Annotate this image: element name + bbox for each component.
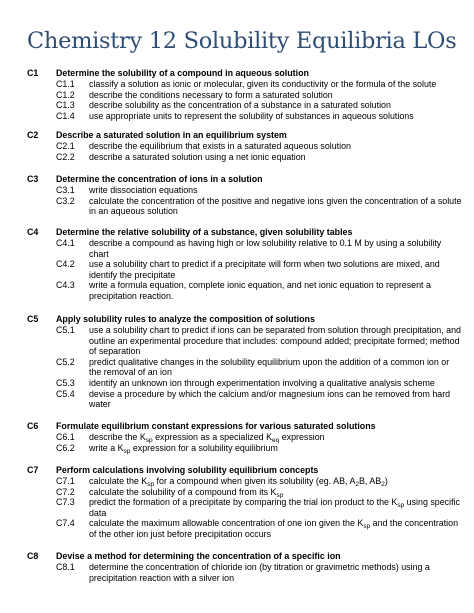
section-heading — [27, 551, 467, 562]
section-code: C2 — [27, 130, 39, 140]
section-title: Determine the solubility of a compound in aqueous solution — [56, 68, 309, 78]
outcome-text: describe a saturated solution using a net ionic equation — [89, 151, 306, 162]
outcome-code: C5.1 — [56, 325, 75, 335]
outcome-item — [27, 476, 463, 487]
outcome-item — [27, 90, 463, 101]
outcome-item — [27, 185, 463, 196]
outcome-text: expression — [279, 432, 325, 442]
outcome-item — [27, 432, 463, 443]
subscript: sp — [363, 523, 371, 531]
section-c7 — [27, 465, 467, 540]
section-code: C7 — [27, 465, 39, 475]
section-title: Describe a saturated solution in an equilibrium system — [56, 130, 287, 140]
outcome-code: C7.1 — [56, 476, 75, 486]
section-code: C1 — [27, 68, 39, 78]
section-heading — [27, 174, 467, 185]
outcome-text: calculate the solubility of a compound from its K — [89, 486, 277, 497]
page-title: Chemistry 12 Solubility Equilibria LOs — [27, 28, 457, 54]
outcome-item — [27, 325, 463, 357]
outcome-text: classify a solution as ionic or molecular, given its conductivity or the formula of the solute — [89, 79, 437, 89]
section-c2 — [27, 130, 467, 162]
section-heading — [27, 68, 467, 79]
outcome-text: write a formula equation, complete ionic equation, and net ionic equation to represent a precipitation reaction. — [89, 280, 431, 301]
outcome-code: C5.4 — [56, 388, 75, 399]
outcome-code: C4.1 — [56, 238, 75, 248]
outcome-text: describe a compound as having high or low solubility relative to 0.1 M by using a solubility chart — [89, 238, 442, 259]
outcome-code: C5.3 — [56, 377, 75, 388]
outcome-item — [27, 259, 463, 280]
section-title: Apply solubility rules to analyze the composition of solutions — [56, 314, 315, 324]
outcome-code: C4.3 — [56, 280, 75, 291]
outcome-text: write a K — [89, 442, 124, 453]
outcome-text: use a solubility chart to predict if ions can be separated from solution through precipitation, and outline an experimental procedure that includes: compound added; precipitate formed; method of separation — [89, 325, 461, 357]
subscript: 2 — [381, 481, 385, 488]
outcome-text: calculate the maximum allowable concentration of one ion given the K — [89, 518, 364, 529]
outcome-code: C4.2 — [56, 259, 75, 270]
outcome-code: C3.2 — [56, 195, 75, 206]
outcome-code: C1.4 — [56, 110, 75, 121]
outcome-code: C6.1 — [56, 432, 75, 442]
outcome-item — [27, 378, 463, 389]
subscript: eq — [272, 437, 280, 444]
outcome-item — [27, 100, 463, 111]
outcome-item — [27, 497, 463, 518]
outcome-item — [27, 443, 463, 454]
outcome-text: determine the concentration of chloride ion (by titration or gravimetric methods) using a precipitation reaction with a silver ion — [89, 562, 430, 583]
outcome-text: describe the equilibrium that exists in a saturated aqueous solution — [89, 141, 351, 151]
outcome-code: C2.2 — [56, 151, 75, 162]
section-heading — [27, 227, 467, 238]
outcome-text: expression as a specialized K — [152, 432, 272, 442]
outcome-item — [27, 357, 463, 378]
outcome-text: use a solubility chart to predict if a precipitate will form when two solutions are mixed, and identify the precipitate — [89, 259, 440, 280]
outcome-item — [27, 152, 463, 163]
outcome-text: calculate the concentration of the positive and negative ions given the concentration of a solute in an aqueous solution — [89, 195, 462, 217]
outcome-item — [27, 238, 463, 259]
outcome-code: C1.1 — [56, 79, 75, 89]
outcome-text: and the concentration of the other ion just before precipitation occurs — [89, 518, 459, 539]
outcome-text: ) — [384, 476, 388, 486]
outcome-text: describe the K — [89, 432, 146, 442]
outcome-item — [27, 111, 463, 122]
section-heading — [27, 421, 467, 432]
section-code: C8 — [27, 551, 39, 561]
outcome-code: C1.3 — [56, 100, 75, 111]
outcome-item — [27, 562, 463, 583]
outcome-text: calculate the K — [89, 476, 148, 486]
outcome-text: identify an unknown ion through experimentation involving a qualitative analysis scheme — [89, 377, 435, 388]
section-code: C4 — [27, 227, 39, 237]
outcome-text: use appropriate units to represent the solubility of substances in aqueous solutions — [89, 110, 414, 121]
section-code: C3 — [27, 174, 39, 184]
outcome-code: C5.2 — [56, 356, 75, 367]
section-heading — [27, 465, 467, 476]
section-title: Determine the concentration of ions in a solution — [56, 174, 263, 184]
outcome-item — [27, 280, 463, 301]
subscript: 2 — [355, 481, 359, 488]
section-code: C6 — [27, 421, 39, 431]
subscript: sp — [123, 447, 131, 455]
outcome-code: C1.2 — [56, 89, 75, 100]
section-title: Devise a method for determining the concentration of a specific ion — [56, 551, 341, 561]
section-c6 — [27, 421, 467, 453]
outcome-text: predict qualitative changes in the solubility equilibrium upon the addition of a common ion or the removal of an ion — [89, 356, 450, 378]
section-title: Perform calculations involving solubility equilibrium concepts — [56, 465, 319, 475]
outcome-code: C8.1 — [56, 562, 75, 572]
outcome-item — [27, 518, 463, 539]
section-c4 — [27, 227, 467, 302]
section-c5 — [27, 314, 467, 410]
outcome-item — [27, 196, 463, 217]
outcome-text: predict the formation of a precipitate by comparing the trial ion product to the K — [89, 497, 398, 508]
outcome-code: C3.1 — [56, 185, 75, 195]
outcome-text: describe the conditions necessary to form a saturated solution — [89, 89, 333, 100]
outcome-text: write dissociation equations — [89, 185, 198, 195]
outcome-text: using specific data — [89, 497, 460, 518]
outcome-item — [27, 389, 463, 410]
outcome-item — [27, 79, 463, 90]
section-heading — [27, 314, 467, 325]
subscript: sp — [276, 491, 284, 499]
section-title: Determine the relative solubility of a substance, given solubility tables — [56, 227, 353, 237]
outcome-code: C2.1 — [56, 141, 75, 151]
section-code: C5 — [27, 314, 39, 324]
section-c8 — [27, 551, 467, 583]
subscript: sp — [397, 502, 405, 510]
outcome-text: expression for a solubility equilibrium — [130, 442, 278, 453]
section-heading — [27, 130, 467, 141]
section-title: Formulate equilibrium constant expressions for various saturated solutions — [56, 421, 376, 431]
outcome-code: C7.3 — [56, 497, 75, 508]
subscript: sp — [147, 481, 155, 488]
subscript: sp — [145, 437, 153, 444]
outcome-code: C7.4 — [56, 518, 75, 529]
outcome-code: C7.2 — [56, 486, 75, 497]
outcome-item — [27, 141, 463, 152]
outcome-text: describe solubility as the concentration of a substance in a saturated solution — [89, 100, 391, 111]
outcome-item — [27, 487, 463, 498]
outcome-text: for a compound when given its solubility (eg. AB, A — [154, 476, 356, 486]
section-c3 — [27, 174, 467, 217]
section-c1 — [27, 68, 467, 121]
outcome-text: B, AB — [359, 476, 382, 486]
outcome-code: C6.2 — [56, 442, 75, 453]
outcome-text: devise a procedure by which the calcium and/or magnesium ions can be removed from hard water — [89, 388, 451, 410]
